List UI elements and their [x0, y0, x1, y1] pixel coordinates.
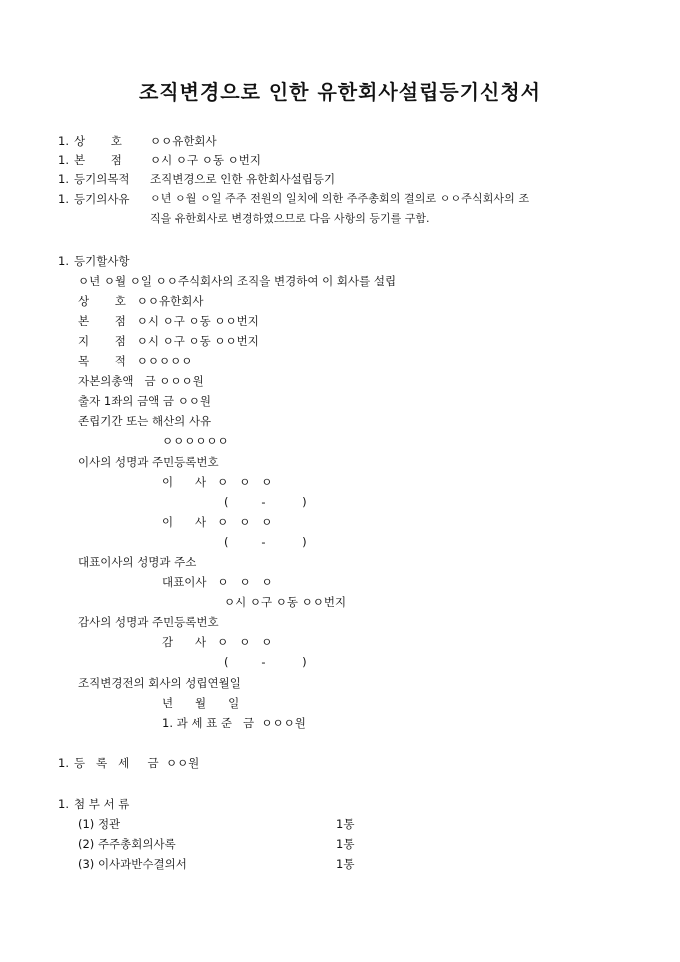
item-number: 1. [58, 254, 69, 268]
original-date: 년 월 일 [162, 696, 240, 710]
head-office-value: ㅇ시 ㅇ구 ㅇ동 ㅇ번지 [150, 153, 261, 167]
item-number: 1. [58, 797, 69, 811]
item-number: 1. [58, 756, 69, 770]
directors-heading: 이사의 성명과 주민등록번호 [78, 455, 219, 469]
reg-unit-amount: 출자 1좌의 금액 금 ㅇㅇ원 [78, 394, 212, 408]
item-number: 1. [58, 192, 69, 206]
reg-capital: 자본의총액 금 ㅇㅇㅇ원 [78, 374, 204, 388]
director-1-name: 이 사 ㅇ ㅇ ㅇ [162, 475, 273, 489]
attachment-count: 1통 [336, 817, 355, 831]
rep-director-address: ㅇ시 ㅇ구 ㅇ동 ㅇㅇ번지 [224, 595, 347, 609]
item-number: 1. [58, 172, 69, 186]
reg-trade-name: 상 호 ㅇㅇ유한회사 [78, 294, 204, 308]
auditor-heading: 감사의 성명과 주민등록번호 [78, 615, 219, 629]
reason-line-1: ㅇ년 ㅇ월 ㅇ일 주주 전원의 일치에 의한 주주총회의 결의로 ㅇㅇ주식회사의 조 [150, 192, 530, 205]
rep-director-name: 대표이사 ㅇ ㅇ ㅇ [162, 575, 273, 589]
reason-label: 등기의사유 [74, 192, 130, 206]
attachment-label: (1) 정관 [78, 817, 121, 831]
registration-heading: 등기할사항 [74, 254, 130, 268]
item-number: 1. [58, 153, 69, 167]
attachment-count: 1통 [336, 837, 355, 851]
attachment-count: 1통 [336, 857, 355, 871]
purpose-label: 등기의목적 [74, 172, 130, 186]
director-2-name: 이 사 ㅇ ㅇ ㅇ [162, 515, 273, 529]
reg-duration-value: ㅇㅇㅇㅇㅇㅇ [162, 434, 229, 448]
auditor-name: 감 사 ㅇ ㅇ ㅇ [162, 635, 273, 649]
director-1-id: ( - ) [224, 495, 307, 509]
reason-line-2: 직을 유한회사로 변경하였으므로 다음 사항의 등기를 구함. [150, 212, 430, 225]
head-office-label: 본 점 [74, 153, 122, 167]
rep-director-heading: 대표이사의 성명과 주소 [78, 555, 197, 569]
original-date-heading: 조직변경전의 회사의 성립연월일 [78, 676, 241, 690]
registration-fee: 등 록 세 금 ㅇㅇ원 [74, 756, 200, 770]
reg-branch: 지 점 ㅇ시 ㅇ구 ㅇ동 ㅇㅇ번지 [78, 334, 259, 348]
trade-name-label: 상 호 [74, 134, 122, 148]
purpose-value: 조직변경으로 인한 유한회사설립등기 [150, 172, 336, 186]
attachment-label: (3) 이사과반수결의서 [78, 857, 187, 871]
reg-head-office: 본 점 ㅇ시 ㅇ구 ㅇ동 ㅇㅇ번지 [78, 314, 259, 328]
tax-base: 1. 과 세 표 준 금 ㅇㅇㅇ원 [162, 716, 306, 730]
document-title: 조직변경으로 인한 유한회사설립등기신청서 [138, 80, 541, 104]
auditor-id: ( - ) [224, 655, 307, 669]
registration-intro: ㅇ년 ㅇ월 ㅇ일 ㅇㅇ주식회사의 조직을 변경하여 이 회사를 설립 [78, 274, 397, 288]
reg-purpose: 목 적 ㅇㅇㅇㅇㅇ [78, 354, 193, 368]
director-2-id: ( - ) [224, 535, 307, 549]
attachments-heading: 첨 부 서 류 [74, 797, 130, 811]
trade-name-value: ㅇㅇ유한회사 [150, 134, 217, 148]
attachment-label: (2) 주주총회의사록 [78, 837, 176, 851]
item-number: 1. [58, 134, 69, 148]
reg-duration: 존립기간 또는 해산의 사유 [78, 414, 212, 428]
